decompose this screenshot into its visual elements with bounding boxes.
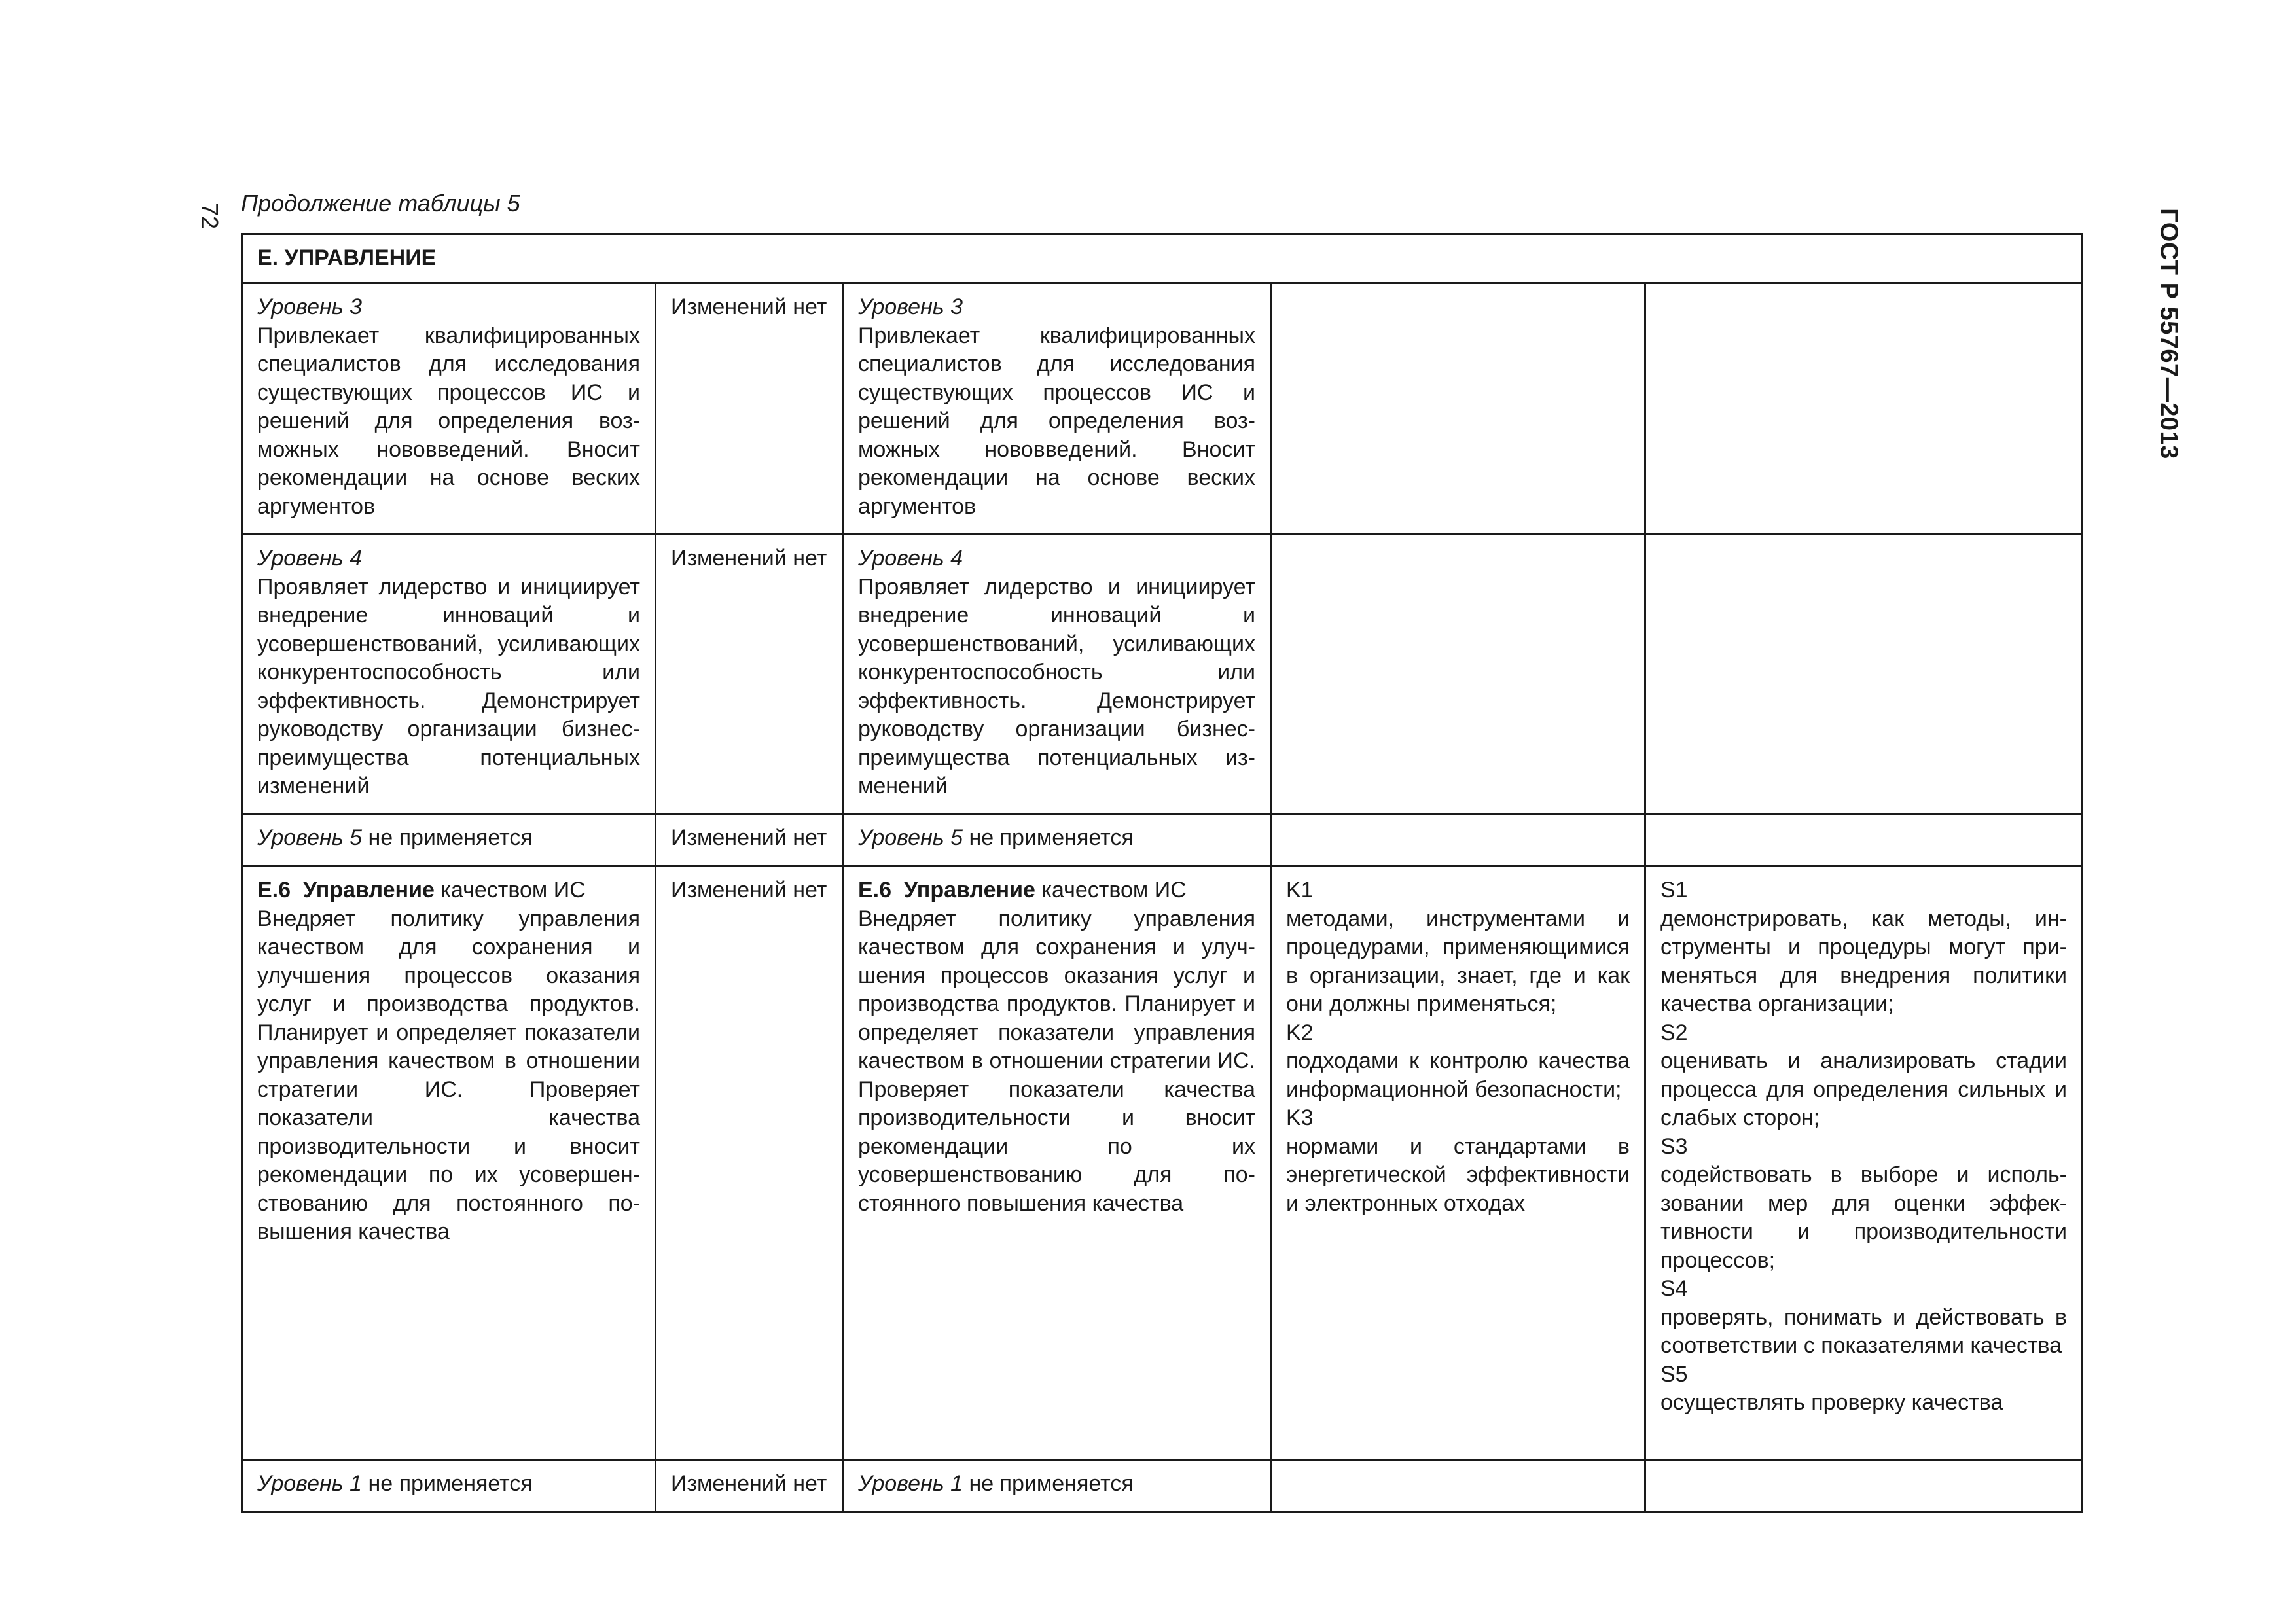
table-caption: Продолжение таблицы 5	[241, 190, 520, 217]
level-label: Уровень 4	[257, 546, 363, 571]
document-code	[2155, 196, 2181, 471]
level-note: не применяется	[362, 1471, 533, 1496]
level-note: не применяется	[963, 825, 1134, 850]
competence-code: Е.6	[858, 878, 892, 902]
level-note: не применяется	[963, 1471, 1134, 1496]
level-label: Уровень 3	[858, 294, 963, 319]
cell-changes: Изменений нет	[656, 1460, 843, 1512]
cell-eqf-level-3	[242, 283, 656, 535]
competence-name-bold: Управление	[302, 878, 435, 902]
cell-e6-eqf	[242, 866, 656, 1460]
cell-new-level-1	[843, 1460, 1271, 1512]
competence-name-rest: качеством ИС	[434, 878, 586, 902]
skill-text: оценивать и анализировать стадии процесса для определения сильных и слабых сторон;	[1660, 1048, 2067, 1130]
knowledge-code: K3	[1286, 1105, 1314, 1130]
knowledge-code: K2	[1286, 1020, 1314, 1045]
cell-changes: Изменений нет	[656, 535, 843, 814]
cell-changes: Изменений нет	[656, 283, 843, 535]
cell-knowledge	[1271, 283, 1645, 535]
cell-skills	[1645, 283, 2083, 535]
level-description: Привлекает квалифицированных специалистов для исследования существующих процессов ИС и решений для определения возможных нововведений. Вносит рекомендации на основе веских аргументов	[858, 323, 1255, 519]
cell-changes: Изменений нет	[656, 866, 843, 1460]
cell-eqf-level-5	[242, 814, 656, 866]
skill-text: проверять, понимать и действовать в соответствии с показателями качества	[1660, 1304, 2067, 1358]
level-description: Проявляет лидерство и инициирует внедрение инноваций и усовершенствований, усиливающих конкурентоспособность или эффективность. Демонстрирует руководству организации бизнес-преимущества потенциальных изменений	[858, 574, 1255, 798]
table-row	[242, 866, 2083, 1460]
table-row	[242, 535, 2083, 814]
competence-description: Внедряет политику управления качеством для сохранения и улучшения процессов оказания услуг и производства продуктов. Планирует и определяет показатели управления качеством в отношении стратегии ИС. Проверяет показатели качества производительности и вносит рекомендации по их усовершенствованию для постоянного повышения качества	[858, 906, 1255, 1216]
level-description: Проявляет лидерство и инициирует внедрение инноваций и усовершенствований, усиливающих конкурентоспособность или эффективность. Демонстрирует руководству организации бизнес-преимущества потенциальных изменений	[257, 574, 640, 798]
level-label: Уровень 5	[257, 825, 363, 850]
cell-knowledge	[1271, 866, 1645, 1460]
cell-eqf-level-4	[242, 535, 656, 814]
skill-code: S3	[1660, 1133, 1688, 1159]
cell-new-level-4	[843, 535, 1271, 814]
table-row	[242, 814, 2083, 866]
level-label: Уровень 1	[858, 1471, 963, 1496]
page-number: 72	[196, 202, 223, 230]
cell-knowledge	[1271, 1460, 1645, 1512]
level-description: Привлекает квалифицированных специалистов для исследования существующих процессов ИС и решений для определения возможных нововведений. Вносит рекомендации на основе веских аргументов	[257, 323, 640, 519]
cell-eqf-level-1	[242, 1460, 656, 1512]
competence-description: Внедряет политику управления качеством для сохранения и улучшения процессов оказания услуг и производства продуктов. Планирует и определяет показатели управления качеством в отношении стратегии ИС. Проверяет показатели качества производительности и вносит рекомендации по их усовершенствованию для постоянного повышения качества	[257, 906, 640, 1244]
cell-skills	[1645, 866, 2083, 1460]
skill-code: S2	[1660, 1020, 1688, 1045]
document-code-text: ГОСТ Р 55767—2013	[2155, 208, 2183, 459]
knowledge-code: K1	[1286, 878, 1314, 902]
competence-code: Е.6	[257, 878, 291, 902]
skill-code: S4	[1660, 1276, 1688, 1301]
skill-code: S5	[1660, 1361, 1688, 1387]
competence-name-rest: качеством ИС	[1035, 878, 1187, 902]
cell-knowledge	[1271, 814, 1645, 866]
competence-table	[241, 233, 2083, 1513]
level-label: Уровень 1	[257, 1471, 363, 1496]
cell-skills	[1645, 814, 2083, 866]
cell-new-level-5	[843, 814, 1271, 866]
cell-skills	[1645, 1460, 2083, 1512]
knowledge-text: подходами к контролю качества информационной безопасности;	[1286, 1048, 1630, 1102]
knowledge-text: нормами и стандартами в энергетической эффективности и электронных отходах	[1286, 1133, 1630, 1216]
cell-knowledge	[1271, 535, 1645, 814]
level-label: Уровень 5	[858, 825, 963, 850]
level-label: Уровень 4	[858, 546, 963, 571]
section-title: Е. УПРАВЛЕНИЕ	[242, 234, 2083, 283]
level-label: Уровень 3	[257, 294, 363, 319]
competence-heading	[257, 876, 640, 905]
cell-changes: Изменений нет	[656, 814, 843, 866]
cell-new-level-3	[843, 283, 1271, 535]
competence-name-bold: Управление	[903, 878, 1035, 902]
skill-text: содействовать в выборе и использовании мер для оценки эффективности и производительности процессов;	[1660, 1162, 2067, 1273]
cell-skills	[1645, 535, 2083, 814]
table-row	[242, 1460, 2083, 1512]
section-header-row	[242, 234, 2083, 283]
knowledge-text: методами, инструментами и процедурами, применяющимися в организации, знает, где и как они должны применяться;	[1286, 906, 1630, 1016]
skill-text: осуществлять проверку качества	[1660, 1390, 2003, 1415]
level-note: не применяется	[362, 825, 533, 850]
skill-code: S1	[1660, 878, 1688, 902]
skill-text: демонстрировать, как методы, инструменты и процедуры могут применяться для внедрения политики качества организации;	[1660, 906, 2067, 1016]
competence-heading	[858, 876, 1255, 905]
table-row	[242, 283, 2083, 535]
cell-e6-new	[843, 866, 1271, 1460]
